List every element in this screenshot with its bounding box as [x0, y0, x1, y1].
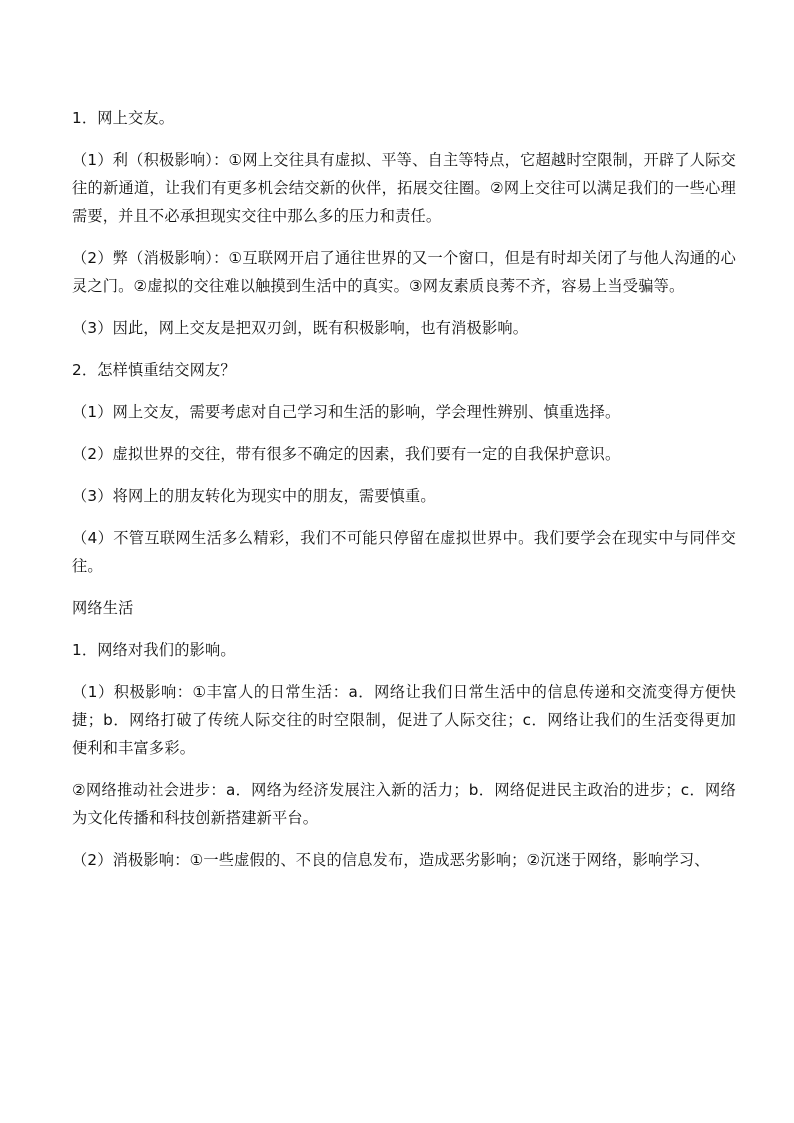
paragraph-double-edged: （3）因此，网上交友是把双刃剑，既有积极影响，也有消极影响。	[72, 319, 529, 337]
heading-online-friends: 1．网上交友。	[72, 109, 175, 127]
paragraph-pros: （1）利（积极影响）：①网上交往具有虚拟、平等、自主等特点，它超越时空限制，开辟了人际交往的新通道，让我们有更多机会结交新的伙伴，拓展交往圈。②网上交往可以满足我们的一些心理需要，并且不必承担现实交往中那么多的压力和责任。	[72, 151, 736, 225]
section-title-network-life: 网络生活	[72, 599, 134, 617]
paragraph-cons: （2）弊（消极影响）：①互联网开启了通往世界的又一个窗口，但是有时却关闭了与他人沟通的心灵之门。②虚拟的交往难以触摸到生活中的真实。③网友素质良莠不齐，容易上当受骗等。	[72, 249, 736, 295]
heading-network-impact: 1．网络对我们的影响。	[72, 641, 236, 659]
list-item-3: （3）将网上的朋友转化为现实中的朋友，需要慎重。	[72, 487, 436, 505]
list-item-1: （1）网上交友，需要考虑对自己学习和生活的影响，学会理性辨别、慎重选择。	[72, 403, 621, 421]
paragraph-negative-impact: （2）消极影响：①一些虚假的、不良的信息发布，造成恶劣影响；②沉迷于网络，影响学习、	[72, 851, 710, 869]
list-item-2: （2）虚拟世界的交往，带有很多不确定的因素，我们要有一定的自我保护意识。	[72, 445, 621, 463]
paragraph-social-progress: ②网络推动社会进步：a．网络为经济发展注入新的活力；b．网络促进民主政治的进步；c．网络为文化传播和科技创新搭建新平台。	[72, 781, 736, 827]
list-item-4: （4）不管互联网生活多么精彩，我们不可能只停留在虚拟世界中。我们要学会在现实中与同伴交往。	[72, 529, 736, 575]
heading-careful-friends: 2．怎样慎重结交网友？	[72, 361, 236, 379]
document-body	[72, 104, 736, 888]
paragraph-positive-impact: （1）积极影响：①丰富人的日常生活：a．网络让我们日常生活中的信息传递和交流变得方便快捷；b．网络打破了传统人际交往的时空限制，促进了人际交往；c．网络让我们的生活变得更加便利和丰富多彩。	[72, 683, 736, 757]
